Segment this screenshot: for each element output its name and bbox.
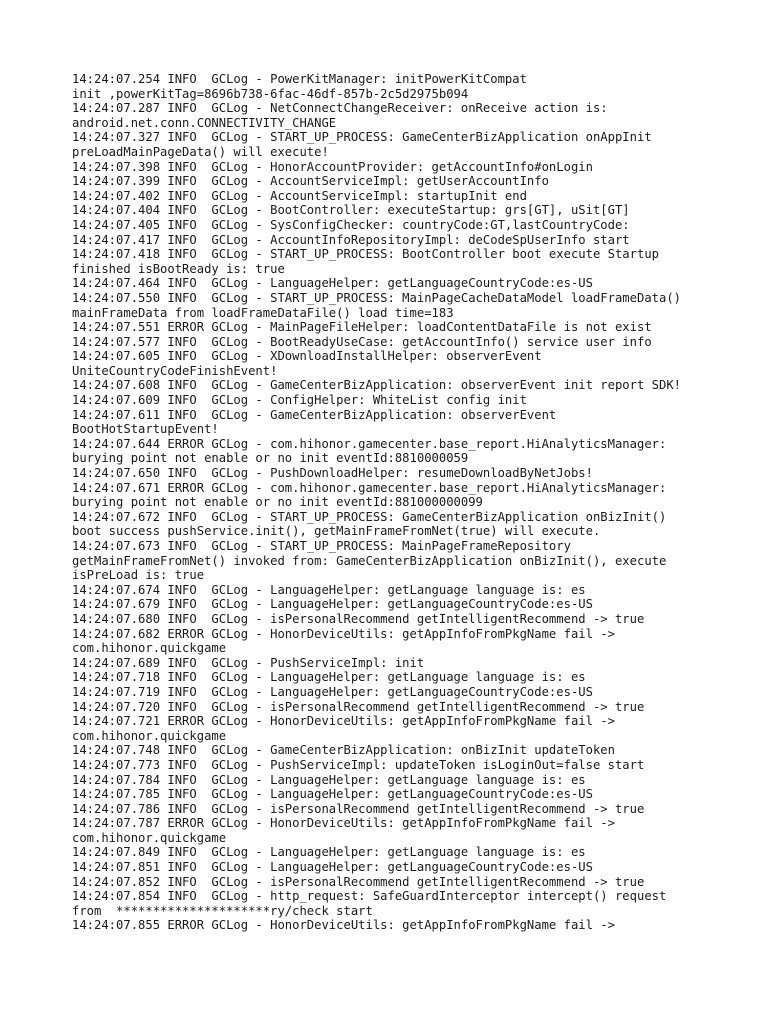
log-line: BootHotStartupEvent! [72, 422, 219, 437]
log-text-block [72, 72, 732, 933]
log-line: 14:24:07.405 INFO GCLog - SysConfigChecker: countryCode:GT,lastCountryCode: [72, 217, 630, 232]
log-line: 14:24:07.682 ERROR GCLog - HonorDeviceUtils: getAppInfoFromPkgName fail -> [72, 626, 615, 641]
log-line: boot success pushService.init(), getMainFrameFromNet(true) will execute. [72, 524, 601, 539]
log-line: 14:24:07.417 INFO GCLog - AccountInfoRepositoryImpl: deCodeSpUserInfo start [72, 232, 630, 247]
log-line: 14:24:07.773 INFO GCLog - PushServiceImpl: updateToken isLoginOut=false start [72, 757, 645, 772]
log-line: 14:24:07.849 INFO GCLog - LanguageHelper: getLanguage language is: es [72, 845, 586, 860]
log-line: 14:24:07.689 INFO GCLog - PushServiceImpl: init [72, 655, 425, 670]
log-line: 14:24:07.399 INFO GCLog - AccountServiceImpl: getUserAccountInfo [72, 174, 549, 189]
log-line: burying point not enable or no init eventId:881000000099 [72, 495, 483, 510]
log-line: 14:24:07.254 INFO GCLog - PowerKitManager: initPowerKitCompat [72, 72, 527, 86]
log-line: 14:24:07.418 INFO GCLog - START_UP_PROCESS: BootController boot execute Startup [72, 247, 659, 262]
log-line: from *********************ry/check start [72, 903, 373, 918]
log-line: 14:24:07.609 INFO GCLog - ConfigHelper: WhiteList config init [72, 393, 527, 408]
log-line: 14:24:07.851 INFO GCLog - LanguageHelper: getLanguageCountryCode:es-US [72, 860, 593, 875]
log-line: 14:24:07.550 INFO GCLog - START_UP_PROCESS: MainPageCacheDataModel loadFrameData() [72, 290, 682, 305]
log-line: 14:24:07.674 INFO GCLog - LanguageHelper: getLanguage language is: es [72, 582, 586, 597]
log-line: 14:24:07.679 INFO GCLog - LanguageHelper: getLanguageCountryCode:es-US [72, 597, 593, 612]
log-line: 14:24:07.464 INFO GCLog - LanguageHelper: getLanguageCountryCode:es-US [72, 276, 593, 291]
log-line: 14:24:07.287 INFO GCLog - NetConnectChangeReceiver: onReceive action is: [72, 101, 608, 116]
log-line: 14:24:07.671 ERROR GCLog - com.hihonor.gamecenter.base_report.HiAnalyticsManager: [72, 480, 667, 495]
log-line: com.hihonor.quickgame [72, 728, 227, 743]
log-line: 14:24:07.748 INFO GCLog - GameCenterBizApplication: onBizInit updateToken [72, 743, 615, 758]
log-line: 14:24:07.785 INFO GCLog - LanguageHelper: getLanguageCountryCode:es-US [72, 787, 593, 802]
log-line: 14:24:07.855 ERROR GCLog - HonorDeviceUtils: getAppInfoFromPkgName fail -> [72, 918, 615, 933]
log-line: burying point not enable or no init eventId:8810000059 [72, 451, 469, 466]
log-line: finished isBootReady is: true [72, 261, 285, 276]
log-line: isPreLoad is: true [72, 568, 205, 583]
log-line: 14:24:07.720 INFO GCLog - isPersonalRecommend getIntelligentRecommend -> true [72, 699, 645, 714]
log-line: mainFrameData from loadFrameDataFile() load time=183 [72, 305, 454, 320]
log-line: UniteCountryCodeFinishEvent! [72, 363, 278, 378]
log-line: 14:24:07.605 INFO GCLog - XDownloadInstallHelper: observerEvent [72, 349, 542, 364]
log-line: preLoadMainPageData() will execute! [72, 144, 329, 159]
log-line: 14:24:07.852 INFO GCLog - isPersonalRecommend getIntelligentRecommend -> true [72, 874, 645, 889]
log-line: 14:24:07.644 ERROR GCLog - com.hihonor.gamecenter.base_report.HiAnalyticsManager: [72, 436, 667, 451]
log-line: 14:24:07.327 INFO GCLog - START_UP_PROCESS: GameCenterBizApplication onAppInit [72, 130, 652, 145]
log-line: 14:24:07.398 INFO GCLog - HonorAccountProvider: getAccountInfo#onLogin [72, 159, 593, 174]
log-line: com.hihonor.quickgame [72, 830, 227, 845]
log-line: 14:24:07.787 ERROR GCLog - HonorDeviceUtils: getAppInfoFromPkgName fail -> [72, 816, 615, 831]
log-line: android.net.conn.CONNECTIVITY_CHANGE [72, 115, 337, 130]
log-line: init ,powerKitTag=8696b738-6fac-46df-857b-2c5d2975b094 [72, 86, 469, 101]
log-line: 14:24:07.718 INFO GCLog - LanguageHelper: getLanguage language is: es [72, 670, 586, 685]
log-line: 14:24:07.673 INFO GCLog - START_UP_PROCESS: MainPageFrameRepository [72, 539, 571, 553]
log-line: getMainFrameFromNet() invoked from: GameCenterBizApplication onBizInit(), execute [72, 553, 667, 568]
log-line: 14:24:07.784 INFO GCLog - LanguageHelper: getLanguage language is: es [72, 772, 586, 787]
log-line: 14:24:07.608 INFO GCLog - GameCenterBizApplication: observerEvent init report SDK! [72, 378, 682, 393]
log-line: 14:24:07.680 INFO GCLog - isPersonalRecommend getIntelligentRecommend -> true [72, 611, 645, 626]
log-line: 14:24:07.786 INFO GCLog - isPersonalRecommend getIntelligentRecommend -> true [72, 801, 645, 816]
log-line: 14:24:07.721 ERROR GCLog - HonorDeviceUtils: getAppInfoFromPkgName fail -> [72, 714, 615, 729]
log-line: 14:24:07.551 ERROR GCLog - MainPageFileHelper: loadContentDataFile is not exist [72, 320, 652, 335]
log-line: com.hihonor.quickgame [72, 641, 227, 656]
log-line: 14:24:07.404 INFO GCLog - BootController: executeStartup: grs[GT], uSit[GT] [72, 203, 630, 218]
log-line: 14:24:07.611 INFO GCLog - GameCenterBizApplication: observerEvent [72, 407, 557, 422]
log-line: 14:24:07.402 INFO GCLog - AccountServiceImpl: startupInit end [72, 188, 527, 203]
log-line: 14:24:07.854 INFO GCLog - http_request: SafeGuardInterceptor intercept() request [72, 889, 667, 904]
log-line: 14:24:07.577 INFO GCLog - BootReadyUseCase: getAccountInfo() service user info [72, 334, 652, 349]
log-line: 14:24:07.719 INFO GCLog - LanguageHelper: getLanguageCountryCode:es-US [72, 684, 593, 699]
log-line: 14:24:07.672 INFO GCLog - START_UP_PROCESS: GameCenterBizApplication onBizInit() [72, 509, 667, 524]
log-line: 14:24:07.650 INFO GCLog - PushDownloadHelper: resumeDownloadByNetJobs! [72, 466, 593, 481]
